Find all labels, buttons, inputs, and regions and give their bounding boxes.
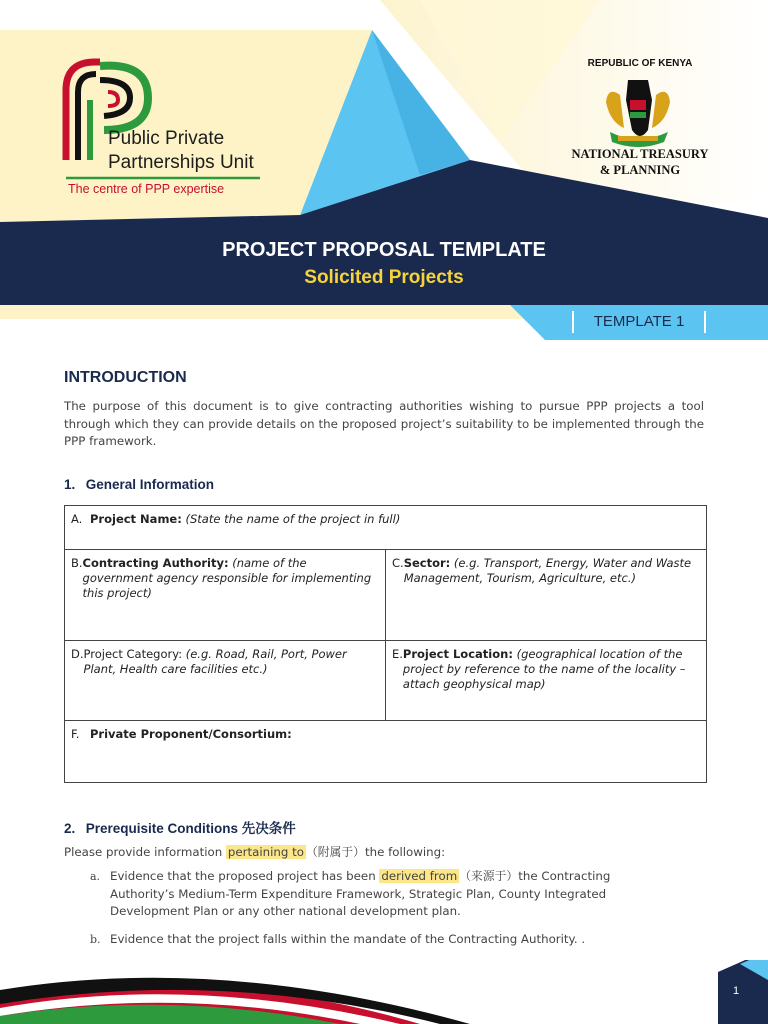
footer-swoosh [0, 960, 768, 1024]
project-category-field[interactable]: D. Project Category: (e.g. Road, Rail, Port, Power Plant, Health care facilities etc.) [65, 641, 386, 721]
project-location-field[interactable]: E. Project Location: (geographical location of the project by reference to the name of the locality – attach geophysical map) [386, 641, 707, 721]
section1-heading [64, 477, 214, 492]
highlight-derived-from: derived from [381, 869, 458, 883]
logo-tagline: The centre of PPP expertise [68, 182, 225, 196]
introduction-heading: INTRODUCTION [64, 369, 187, 386]
template-label: TEMPLATE 1 [572, 311, 706, 333]
section1-number: 1. [64, 477, 76, 492]
contracting-authority-field[interactable]: B. Contracting Authority: (name of the government agency responsible for implementing this project) [65, 550, 386, 641]
logo-title-line1: Public Private [108, 128, 225, 149]
section2-number: 2. [64, 821, 76, 836]
ministry-line2: & PLANNING [599, 163, 681, 177]
project-name-field[interactable]: A. Project Name: (State the name of the project in full) [65, 506, 707, 550]
list-item: b. Evidence that the project falls within the mandate of the Contracting Authority. . [90, 932, 586, 946]
sector-field[interactable]: C. Sector: (e.g. Transport, Energy, Water and Waste Management, Tourism, Agriculture, etc.) [386, 550, 707, 641]
highlight-pertaining-to: pertaining to [227, 845, 304, 859]
republic-label: REPUBLIC OF KENYA [587, 58, 693, 69]
section2-title: Prerequisite Conditions 先决条件 [85, 821, 296, 836]
list-item: a. Evidence that the proposed project has been derived from （来源于）the Contracting Authority’s Medium-Term Expenditure Framework, Strategic Plan, County Integrated Development Plan or any other national development plan. [90, 869, 611, 918]
logo-title-line2: Partnerships Unit [108, 152, 254, 173]
document-subtitle: Solicited Projects [304, 267, 464, 288]
section1-title: General Information [85, 477, 215, 492]
section2-heading [64, 817, 296, 837]
ministry-line1: NATIONAL TREASURY [571, 147, 709, 161]
document-title: PROJECT PROPOSAL TEMPLATE [222, 239, 546, 261]
general-information-table [64, 505, 707, 783]
section2-intro: Please provide information pertaining to （附属于）the following: [64, 845, 446, 859]
page-number: 1 [732, 985, 740, 997]
introduction-text: The purpose of this document is to give contracting authorities wishing to pursue PPP projects a tool through which they can provide details on the proposed project’s suitability to be implemented through the PPP framework. [64, 399, 704, 448]
private-proponent-field[interactable]: F. Private Proponent/Consortium: [65, 721, 707, 783]
